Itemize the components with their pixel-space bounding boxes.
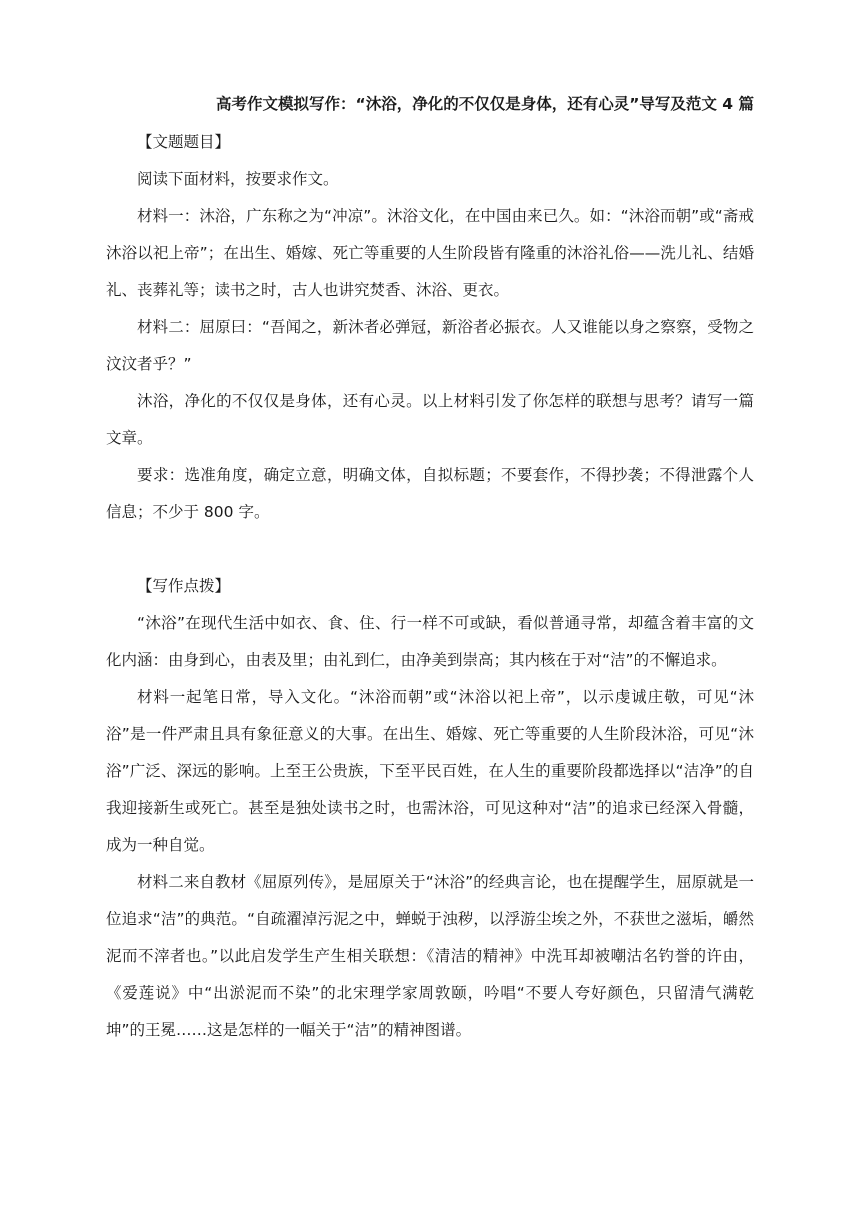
instruction-paragraph: 阅读下面材料，按要求作文。 bbox=[137, 170, 339, 188]
guide-paragraph-2: 材料一起笔日常，导入文化。“沐浴而朝”或“沐浴以祀上帝”，以示虔诚庄敬，可见“沐浴”是一件严肃且具有象征意义的大事。在出生、婚嫁、死亡等重要的人生阶段沐浴，可见“沐浴”广泛、深远的影响。上至王公贵族，下至平民百姓，在人生的重要阶段都选择以“洁净”的自我迎接新生或死亡。甚至是独处读书之时，也需沐浴，可见这种对“洁”的追求已经深入骨髓，成为一种自觉。 bbox=[106, 688, 754, 854]
blank-line bbox=[106, 531, 754, 568]
guide-paragraph-3: 材料二来自教材《屈原列传》，是屈原关于“沐浴”的经典言论，也在提醒学生，屈原就是一位追求“洁”的典范。“自疏濯淖污泥之中，蝉蜕于浊秽，以浮游尘埃之外，不获世之滋垢，皭然泥而不滓者也。”以此启发学生产生相关联想：《清洁的精神》中洗耳却被嘲沽名钓誉的许由，《爱莲说》中“出淤泥而不染”的北宋理学家周敦颐，吟唱“不要人夸好颜色，只留清气满乾坤”的王冕……这是怎样的一幅关于“洁”的精神图谱。 bbox=[106, 873, 754, 1039]
requirements-paragraph: 要求：选准角度，确定立意，明确文体，自拟标题；不要套作，不得抄袭；不得泄露个人信息；不少于 800 字。 bbox=[106, 466, 754, 521]
guide-paragraph-1: “沐浴”在现代生活中如衣、食、住、行一样不可或缺，看似普通寻常，却蕴含着丰富的文化内涵：由身到心，由表及里；由礼到仁，由净美到崇高；其内核在于对“洁”的不懈追求。 bbox=[106, 614, 754, 669]
section-heading-guide: 【写作点拨】 bbox=[137, 577, 231, 595]
prompt-paragraph: 沐浴，净化的不仅仅是身体，还有心灵。以上材料引发了你怎样的联想与思考？请写一篇文章。 bbox=[106, 392, 754, 447]
material-two-paragraph: 材料二：屈原曰：“吾闻之，新沐者必弹冠，新浴者必振衣。人又谁能以身之察察，受物之汶汶者乎？” bbox=[106, 318, 754, 373]
section-heading-topic: 【文题题目】 bbox=[137, 133, 231, 151]
document-title: 高考作文模拟写作：“沐浴，净化的不仅仅是身体，还有心灵”导写及范文 4 篇 bbox=[216, 95, 754, 113]
material-one-paragraph: 材料一：沐浴，广东称之为“冲凉”。沐浴文化，在中国由来已久。如：“沐浴而朝”或“斋戒沐浴以祀上帝”；在出生、婚嫁、死亡等重要的人生阶段皆有隆重的沐浴礼俗——洗儿礼、结婚礼、丧葬礼等；读书之时，古人也讲究焚香、沐浴、更衣。 bbox=[106, 207, 754, 299]
